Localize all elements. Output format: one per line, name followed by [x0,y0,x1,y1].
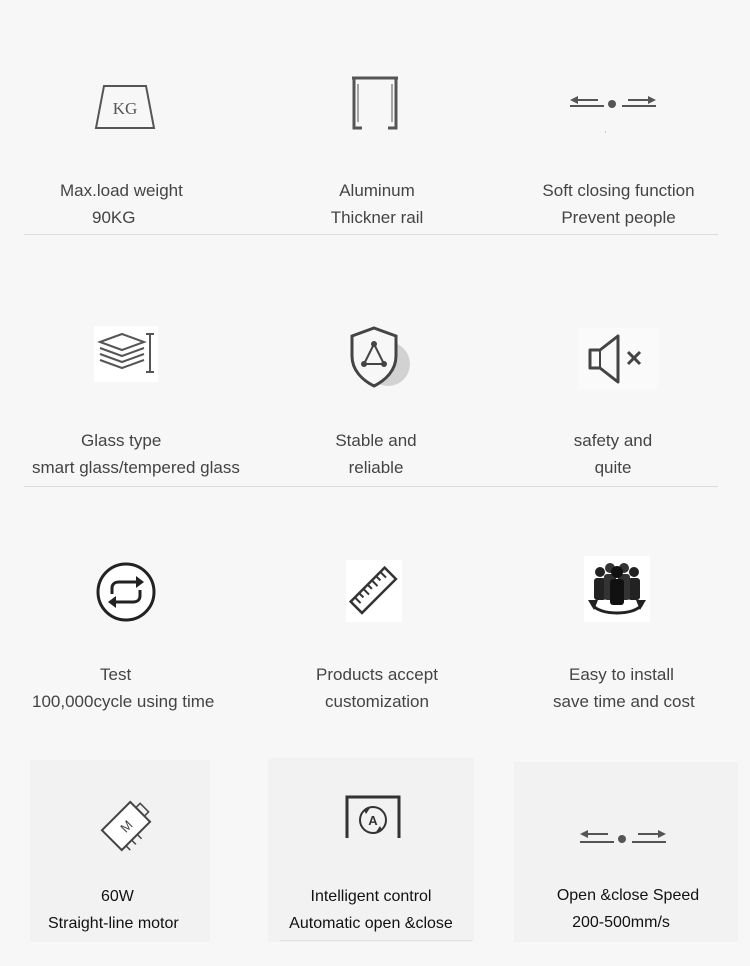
cycle-arrows-icon [94,560,158,624]
feature-label: Glass type smart glass/tempered glass [32,431,240,477]
auto-control-icon [344,794,402,842]
glass-layers-icon [94,326,158,382]
feature-stable-reliable [250,250,500,490]
row-divider [24,234,718,235]
mute-speaker-icon [578,328,658,390]
feature-test-cycles [0,500,250,740]
feature-label: Soft closing function Prevent people [542,181,695,227]
sliding-arrows-icon [568,90,658,134]
feature-label: Products accept customization [316,665,438,711]
feature-label: Max.load weight 90KG [60,181,183,227]
card-divider [280,940,472,941]
svg-text:A: A [368,813,378,828]
feature-aluminum-rail [250,0,500,240]
feature-speed-label: Open &close Speed 200-500mm/s [556,887,700,931]
svg-text:M: M [117,817,136,836]
feature-easy-install [500,500,750,740]
feature-label: Easy to install save time and cost [553,665,695,711]
feature-label: Test 100,000cycle using time [32,665,215,711]
feature-label: safety and quite [573,431,653,477]
feature-load-weight [0,0,250,240]
feature-intelligent-label: Intelligent control Automatic open &close [289,888,453,932]
feature-label: Stable and reliable [335,431,417,477]
motor-icon [94,794,158,858]
shield-icon [344,322,414,392]
feature-customization [250,500,500,740]
ruler-icon [346,560,402,622]
feature-safety-quiet [500,250,750,490]
feature-glass-type [0,250,250,490]
feature-label: Aluminum Thickner rail [330,181,424,227]
team-icon [584,556,650,622]
feature-motor-label: 60W Straight-line motor [48,888,179,932]
kg-weight-icon [92,82,158,132]
svg-text:KG: KG [112,99,138,118]
row-divider [24,486,718,487]
speed-arrows-icon [578,826,668,850]
rail-profile-icon [348,74,402,134]
feature-soft-closing [500,0,750,240]
